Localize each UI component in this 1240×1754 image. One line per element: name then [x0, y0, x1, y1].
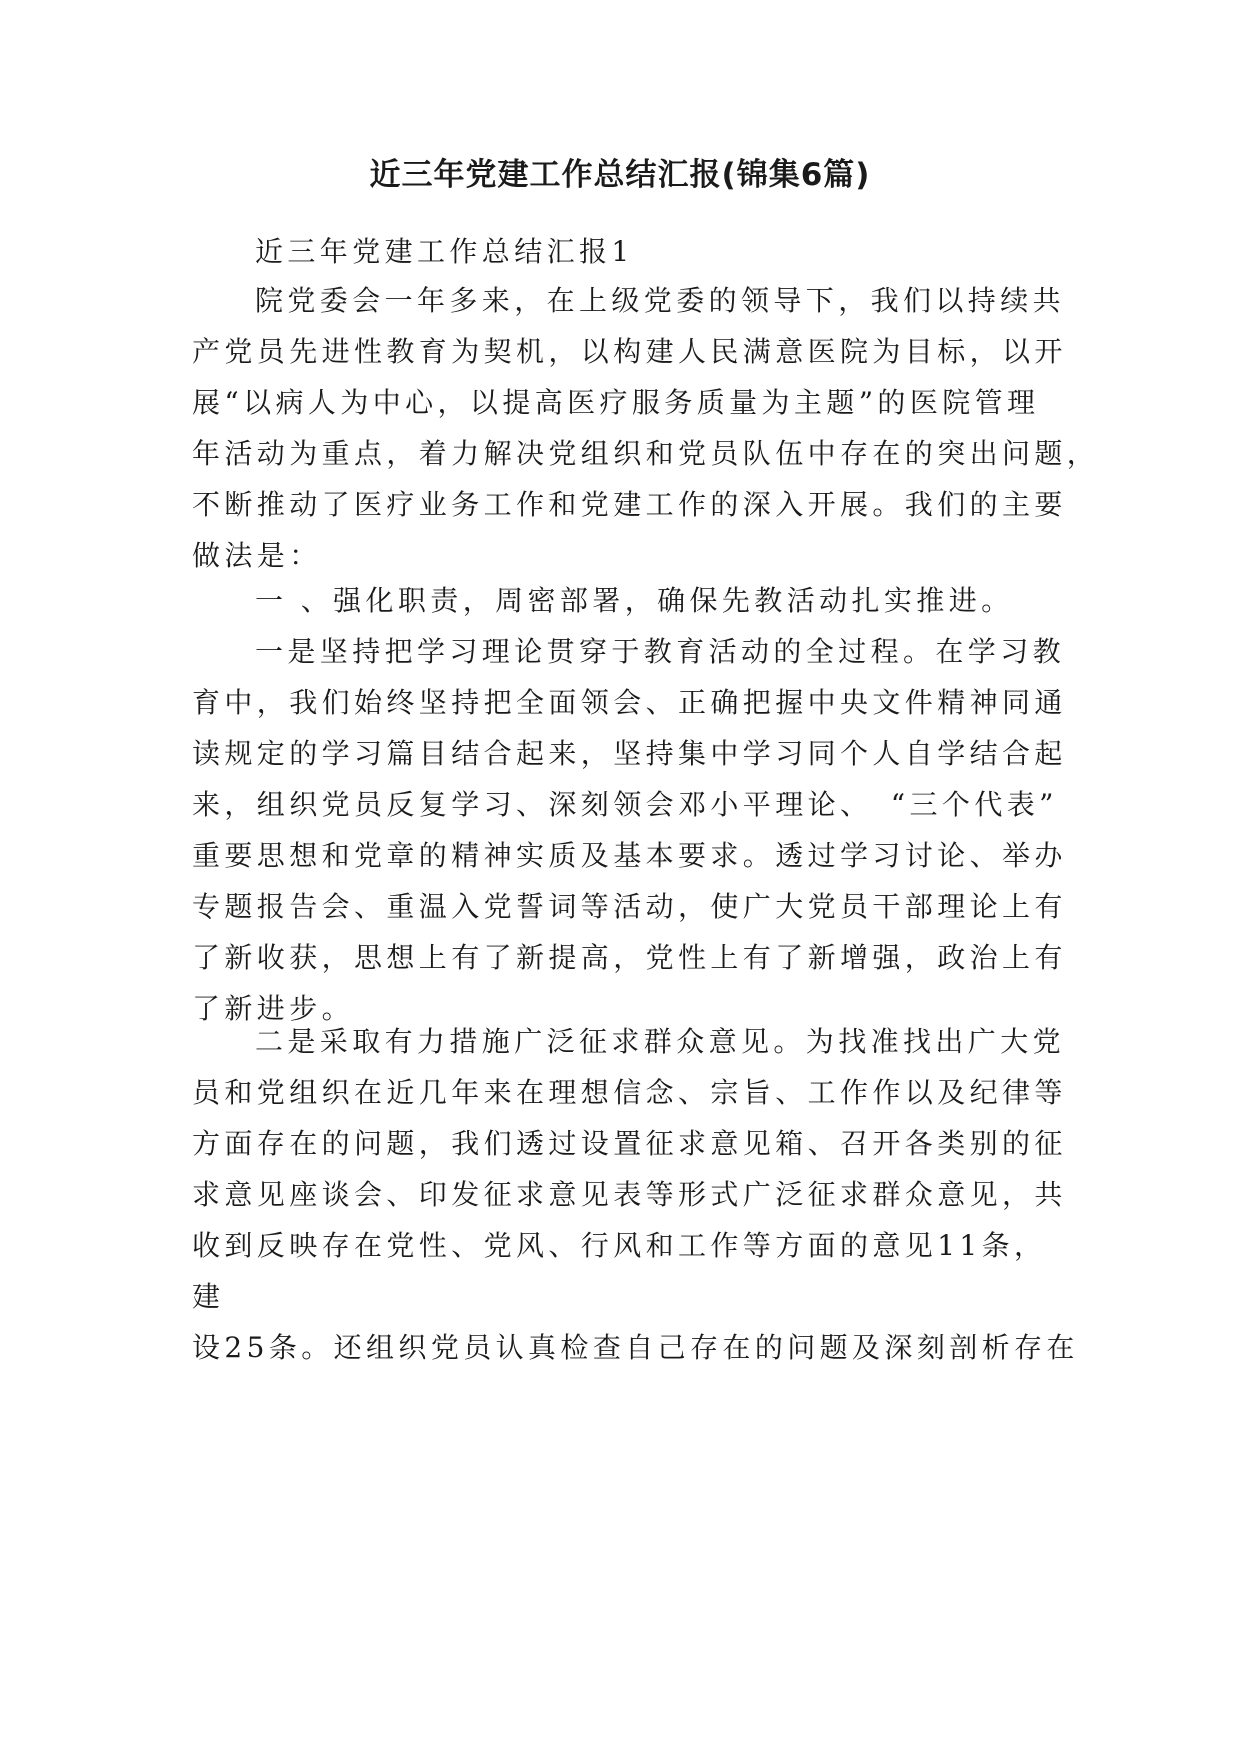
paragraph-line: 专题报告会、重温入党誓词等活动，使广大党员干部理论上有: [192, 890, 1067, 923]
paragraph-line: 不断推动了医疗业务工作和党建工作的深入开展。我们的主要: [192, 488, 1067, 521]
paragraph-line: 二是采取有力措施广泛征求群众意见。为找准找出广大党: [255, 1025, 1066, 1058]
paragraph-line: 收到反映存在党性、党风、行风和工作等方面的意见11条，: [192, 1229, 1047, 1262]
paragraph-line: 员和党组织在近几年来在理想信念、宗旨、工作作以及纪律等: [192, 1076, 1067, 1109]
section-heading: 一 、强化职责，周密部署，确保先教活动扎实推进。: [255, 584, 1014, 617]
paragraph-line: 做法是：: [192, 539, 322, 572]
paragraph-line: 了新进步。: [192, 992, 355, 1025]
paragraph-line: 方面存在的问题，我们透过设置征求意见箱、召开各类别的征: [192, 1127, 1067, 1160]
paragraph-2: [192, 626, 1067, 1034]
section-subtitle: 近三年党建工作总结汇报1: [255, 235, 634, 268]
paragraph-line: 产党员先进性教育为契机，以构建人民满意医院为目标，以开: [192, 335, 1067, 368]
paragraph-line: 建: [192, 1280, 225, 1313]
paragraph-line: 院党委会一年多来，在上级党委的领导下，我们以持续共: [255, 284, 1066, 317]
paragraph-3: [192, 1016, 1079, 1373]
paragraph-line: 求意见座谈会、印发征求意见表等形式广泛征求群众意见，共: [192, 1178, 1067, 1211]
paragraph-line: 读规定的学习篇目结合起来，坚持集中学习同个人自学结合起: [192, 737, 1067, 770]
paragraph-line: 一是坚持把学习理论贯穿于教育活动的全过程。在学习教: [255, 635, 1066, 668]
paragraph-line: 育中，我们始终坚持把全面领会、正确把握中央文件精神同通: [192, 686, 1067, 719]
paragraph-line: 了新收获，思想上有了新提高，党性上有了新增强，政治上有: [192, 941, 1067, 974]
paragraph-line: 重要思想和党章的精神实质及基本要求。透过学习讨论、举办: [192, 839, 1067, 872]
paragraph-line: 设25条。还组织党员认真检查自己存在的问题及深刻剖析存在: [192, 1331, 1079, 1364]
paragraph-line: 来，组织党员反复学习、深刻领会邓小平理论、 “三个代表”: [192, 788, 1058, 821]
paragraph-line: 展“以病人为中心，以提高医疗服务质量为主题”的医院管理: [192, 386, 1040, 419]
section-subtitle-block: [192, 226, 1052, 277]
paragraph-1: [192, 275, 1100, 581]
document-title: 近三年党建工作总结汇报(锦集6篇): [369, 157, 871, 193]
heading-1-block: [192, 575, 1052, 626]
paragraph-line: 年活动为重点，着力解决党组织和党员队伍中存在的突出问题，: [192, 437, 1100, 470]
